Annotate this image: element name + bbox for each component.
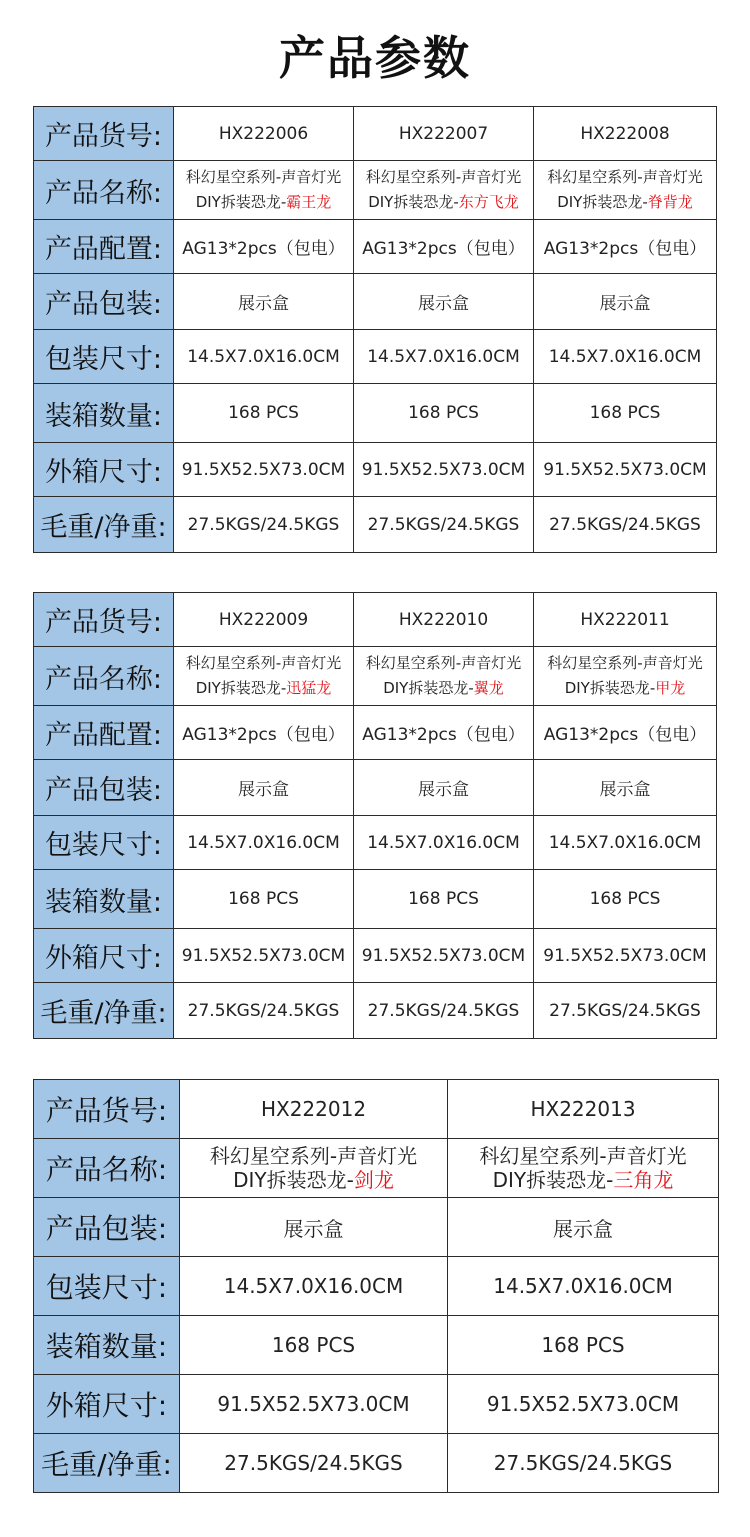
label-config: 产品配置: — [34, 706, 174, 760]
cell-weight: 27.5KGS/24.5KGS — [180, 1434, 448, 1493]
cell-qty: 168 PCS — [174, 384, 354, 443]
cell-carton-size: 91.5X52.5X73.0CM — [534, 443, 717, 497]
cell-weight: 27.5KGS/24.5KGS — [534, 983, 717, 1039]
cell-carton-size: 91.5X52.5X73.0CM — [174, 929, 354, 983]
name-highlight: 三角龙 — [613, 1168, 674, 1192]
label-pack-size: 包装尺寸: — [34, 330, 174, 384]
row-carton-size — [34, 1375, 719, 1434]
label-packaging: 产品包装: — [34, 760, 174, 816]
cell-code: HX222008 — [534, 107, 717, 161]
label-name: 产品名称: — [34, 1139, 180, 1198]
name-highlight: 脊背龙 — [647, 193, 693, 211]
row-name — [34, 161, 717, 220]
name-highlight: 翼龙 — [473, 679, 504, 697]
cell-name — [354, 647, 534, 706]
cell-config: AG13*2pcs（包电） — [354, 706, 534, 760]
name-prefix: DIY拆装恐龙- — [195, 193, 287, 211]
label-packaging: 产品包装: — [34, 1198, 180, 1257]
name-prefix: DIY拆装恐龙- — [383, 679, 474, 697]
row-pack-size — [34, 816, 717, 870]
cell-code: HX222013 — [448, 1080, 719, 1139]
cell-code: HX222011 — [534, 593, 717, 647]
label-name: 产品名称: — [34, 161, 174, 220]
row-code — [34, 1080, 719, 1139]
cell-packaging: 展示盒 — [354, 274, 534, 330]
name-highlight: 甲龙 — [655, 679, 686, 697]
cell-qty: 168 PCS — [180, 1316, 448, 1375]
row-pack-size — [34, 330, 717, 384]
cell-pack-size: 14.5X7.0X16.0CM — [534, 816, 717, 870]
cell-qty: 168 PCS — [174, 870, 354, 929]
spec-table-2 — [33, 592, 717, 1039]
name-highlight: 霸王龙 — [286, 193, 332, 211]
row-pack-size — [34, 1257, 719, 1316]
cell-code: HX222009 — [174, 593, 354, 647]
name-highlight: 剑龙 — [353, 1168, 394, 1192]
cell-pack-size: 14.5X7.0X16.0CM — [174, 330, 354, 384]
row-code — [34, 593, 717, 647]
row-carton-size — [34, 443, 717, 497]
row-packaging — [34, 274, 717, 330]
label-qty: 装箱数量: — [34, 1316, 180, 1375]
row-code — [34, 107, 717, 161]
cell-code: HX222006 — [174, 107, 354, 161]
label-code: 产品货号: — [34, 593, 174, 647]
cell-weight: 27.5KGS/24.5KGS — [174, 983, 354, 1039]
cell-name — [534, 647, 717, 706]
cell-code: HX222007 — [354, 107, 534, 161]
label-code: 产品货号: — [34, 1080, 180, 1139]
cell-config: AG13*2pcs（包电） — [534, 220, 717, 274]
label-packaging: 产品包装: — [34, 274, 174, 330]
label-carton-size: 外箱尺寸: — [34, 443, 174, 497]
name-line1: 科幻星空系列-声音灯光 — [479, 1144, 687, 1168]
cell-qty: 168 PCS — [448, 1316, 719, 1375]
cell-weight: 27.5KGS/24.5KGS — [448, 1434, 719, 1493]
cell-qty: 168 PCS — [354, 870, 534, 929]
label-pack-size: 包装尺寸: — [34, 1257, 180, 1316]
cell-name — [354, 161, 534, 220]
name-prefix: DIY拆装恐龙- — [195, 679, 287, 697]
cell-packaging: 展示盒 — [534, 274, 717, 330]
name-line2 — [174, 676, 353, 701]
cell-qty: 168 PCS — [354, 384, 534, 443]
spec-table-1 — [33, 106, 717, 553]
name-line1: 科幻星空系列-声音灯光 — [547, 168, 703, 186]
name-line2 — [534, 676, 716, 701]
name-prefix: DIY拆装恐龙- — [368, 193, 459, 211]
row-weight — [34, 983, 717, 1039]
cell-code: HX222012 — [180, 1080, 448, 1139]
cell-carton-size: 91.5X52.5X73.0CM — [534, 929, 717, 983]
name-line2 — [354, 190, 533, 215]
row-qty — [34, 870, 717, 929]
cell-config: AG13*2pcs（包电） — [174, 706, 354, 760]
cell-name — [174, 647, 354, 706]
cell-qty: 168 PCS — [534, 384, 717, 443]
label-weight: 毛重/净重: — [34, 1434, 180, 1493]
cell-carton-size: 91.5X52.5X73.0CM — [354, 443, 534, 497]
cell-weight: 27.5KGS/24.5KGS — [174, 497, 354, 553]
cell-packaging: 展示盒 — [174, 274, 354, 330]
cell-packaging: 展示盒 — [354, 760, 534, 816]
cell-carton-size: 91.5X52.5X73.0CM — [448, 1375, 719, 1434]
label-qty: 装箱数量: — [34, 384, 174, 443]
label-pack-size: 包装尺寸: — [34, 816, 174, 870]
label-weight: 毛重/净重: — [34, 497, 174, 553]
name-line2 — [534, 190, 716, 215]
cell-packaging: 展示盒 — [174, 760, 354, 816]
cell-packaging: 展示盒 — [448, 1198, 719, 1257]
row-qty — [34, 384, 717, 443]
cell-config: AG13*2pcs（包电） — [174, 220, 354, 274]
name-highlight: 东方飞龙 — [458, 193, 519, 211]
row-packaging — [34, 760, 717, 816]
cell-carton-size: 91.5X52.5X73.0CM — [180, 1375, 448, 1434]
name-line1: 科幻星空系列-声音灯光 — [209, 1144, 418, 1168]
name-prefix: DIY拆装恐龙- — [492, 1168, 614, 1192]
row-weight — [34, 1434, 719, 1493]
name-line1: 科幻星空系列-声音灯光 — [185, 168, 342, 186]
cell-weight: 27.5KGS/24.5KGS — [534, 497, 717, 553]
cell-name — [534, 161, 717, 220]
cell-packaging: 展示盒 — [180, 1198, 448, 1257]
spec-table-3 — [33, 1079, 719, 1493]
cell-name — [174, 161, 354, 220]
row-weight — [34, 497, 717, 553]
row-config — [34, 220, 717, 274]
cell-pack-size: 14.5X7.0X16.0CM — [354, 330, 534, 384]
cell-code: HX222010 — [354, 593, 534, 647]
cell-carton-size: 91.5X52.5X73.0CM — [354, 929, 534, 983]
label-name: 产品名称: — [34, 647, 174, 706]
label-weight: 毛重/净重: — [34, 983, 174, 1039]
cell-qty: 168 PCS — [534, 870, 717, 929]
cell-pack-size: 14.5X7.0X16.0CM — [354, 816, 534, 870]
cell-name — [448, 1139, 719, 1198]
name-prefix: DIY拆装恐龙- — [557, 193, 648, 211]
name-line2 — [354, 676, 533, 701]
cell-carton-size: 91.5X52.5X73.0CM — [174, 443, 354, 497]
row-carton-size — [34, 929, 717, 983]
cell-name — [180, 1139, 448, 1198]
cell-config: AG13*2pcs（包电） — [534, 706, 717, 760]
cell-pack-size: 14.5X7.0X16.0CM — [448, 1257, 719, 1316]
page-title: 产品参数 — [279, 31, 471, 85]
cell-pack-size: 14.5X7.0X16.0CM — [174, 816, 354, 870]
cell-weight: 27.5KGS/24.5KGS — [354, 983, 534, 1039]
row-config — [34, 706, 717, 760]
row-name — [34, 647, 717, 706]
cell-pack-size: 14.5X7.0X16.0CM — [534, 330, 717, 384]
cell-config: AG13*2pcs（包电） — [354, 220, 534, 274]
label-carton-size: 外箱尺寸: — [34, 929, 174, 983]
cell-weight: 27.5KGS/24.5KGS — [354, 497, 534, 553]
row-name — [34, 1139, 719, 1198]
cell-pack-size: 14.5X7.0X16.0CM — [180, 1257, 448, 1316]
name-line2 — [448, 1168, 718, 1192]
name-line1: 科幻星空系列-声音灯光 — [365, 654, 522, 672]
label-carton-size: 外箱尺寸: — [34, 1375, 180, 1434]
name-highlight: 迅猛龙 — [286, 679, 332, 697]
name-line2 — [174, 190, 353, 215]
label-qty: 装箱数量: — [34, 870, 174, 929]
label-config: 产品配置: — [34, 220, 174, 274]
name-line2 — [180, 1168, 447, 1192]
name-line1: 科幻星空系列-声音灯光 — [365, 168, 522, 186]
row-qty — [34, 1316, 719, 1375]
label-code: 产品货号: — [34, 107, 174, 161]
cell-packaging: 展示盒 — [534, 760, 717, 816]
name-line1: 科幻星空系列-声音灯光 — [185, 654, 342, 672]
name-prefix: DIY拆装恐龙- — [233, 1168, 354, 1192]
row-packaging — [34, 1198, 719, 1257]
name-prefix: DIY拆装恐龙- — [564, 679, 656, 697]
name-line1: 科幻星空系列-声音灯光 — [547, 654, 703, 672]
